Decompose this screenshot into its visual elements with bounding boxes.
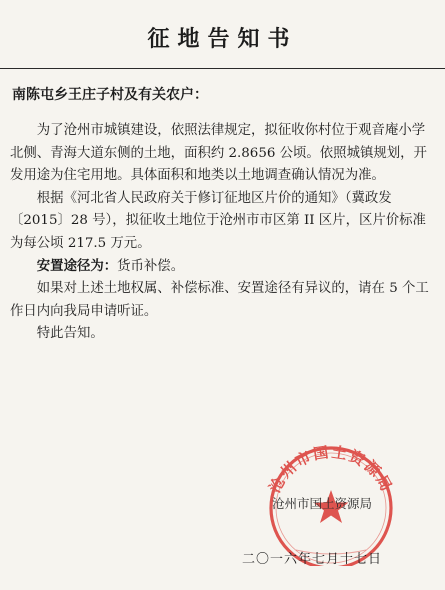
paragraph-compensation-basis: 根据《河北省人民政府关于修订征地区片价的通知》（冀政发〔2015〕28 号），拟征收土地位于沧州市市区第 II 区片，区片价标准为每公顷 217.5 万元。 [10,190,426,251]
svg-text:沧州市国土资源局 [266,443,397,496]
paragraph-hearing: 如果对上述土地权属、补偿标准、安置途径有异议的，请在 5 个工作日内向我局申请听证。 [10,281,429,319]
paragraph-purpose: 为了沧州市城镇建设，依照法律规定，拟征收你村位于观音庵小学北侧、青海大道东侧的土地，面积约 2.8656 公顷。依照城镇规划，开发用途为住宅用地。具体面积和地类以土地调查确认情况为准。 [10,123,427,184]
addressee: 南陈屯乡王庄子村及有关农户： [12,87,208,103]
resettlement-label: 安置途径为： [36,258,118,274]
title-divider [0,68,445,69]
paragraph-resettlement [10,256,434,279]
notice-body [10,120,434,346]
document-title: 征地告知书 [147,27,298,52]
resettlement-method: 货币补偿。 [117,258,185,274]
seal-text: 沧州市国土资源局 [265,442,397,496]
issuing-authority: 沧州市国土资源局 [272,496,373,511]
issue-date: 二〇一六年七月十七日 [242,552,383,567]
paragraph-closing: 特此告知。 [36,326,104,342]
